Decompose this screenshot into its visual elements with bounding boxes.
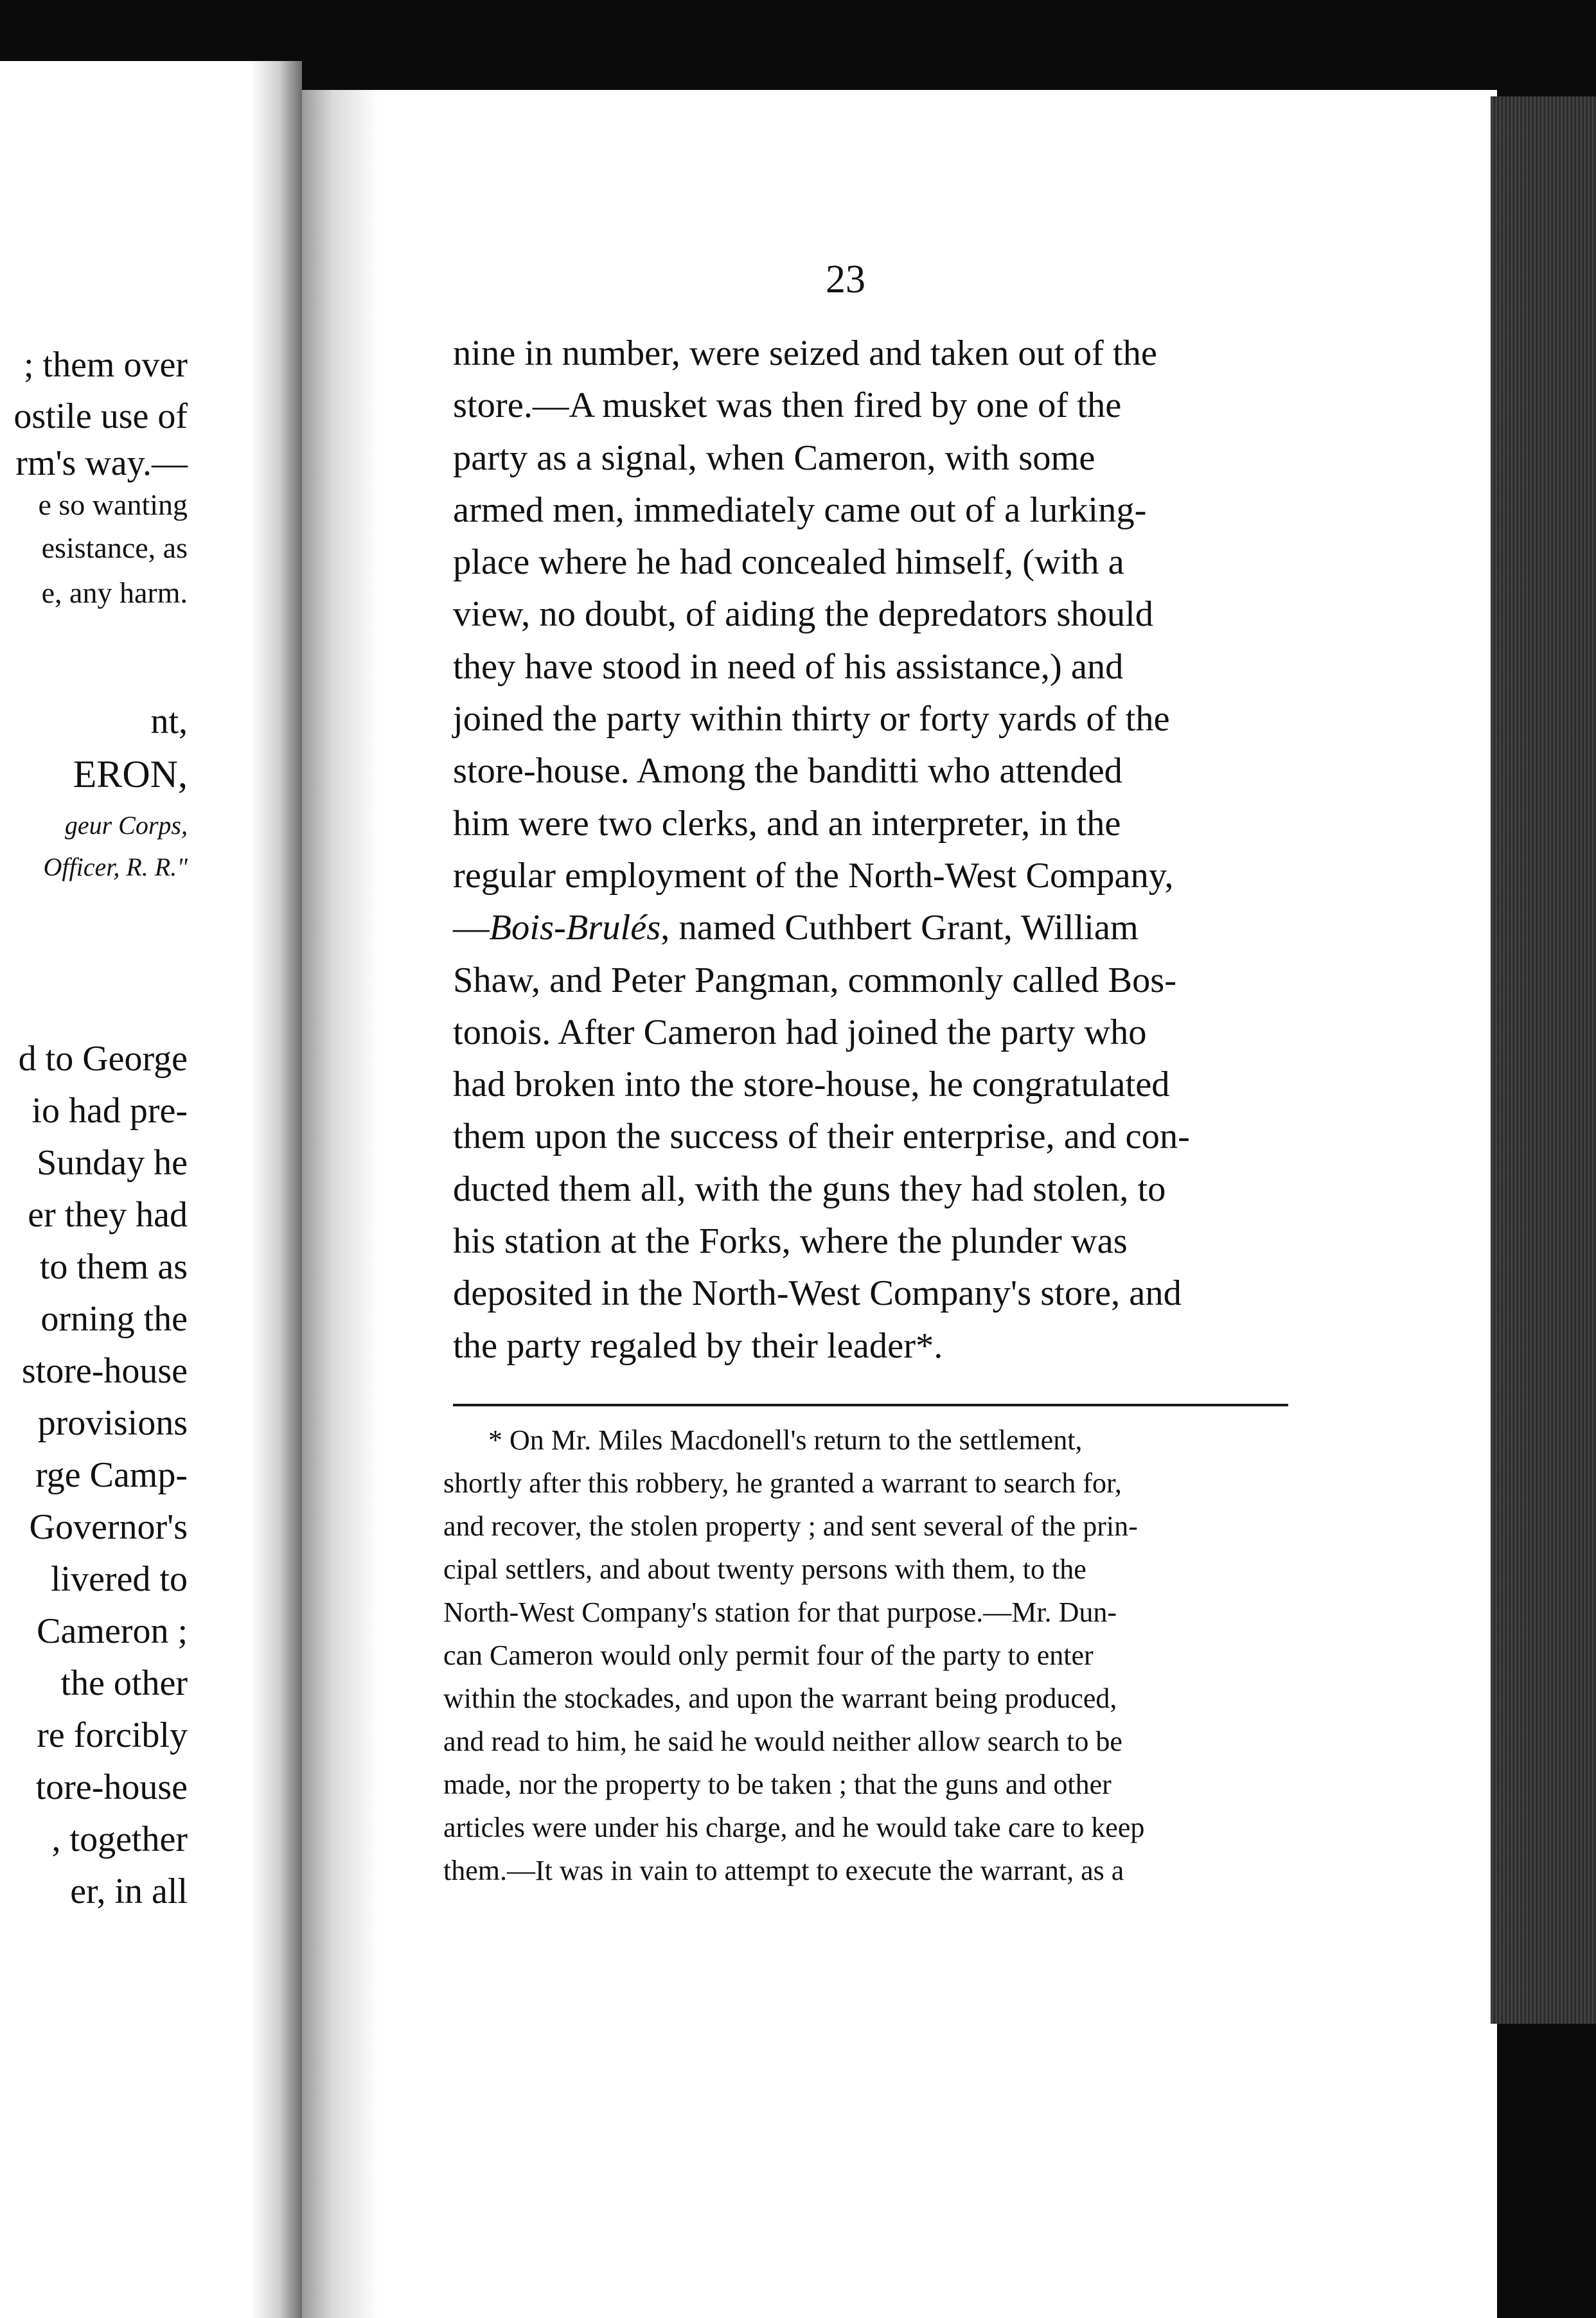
left-line: ; them over (23, 345, 188, 385)
footnote-line: within the stockades, and upon the warrant being produced, (443, 1683, 1117, 1714)
body-line: joined the party within thirty or forty yards of the (453, 699, 1170, 739)
body-line: his station at the Forks, where the plunder was (453, 1221, 1128, 1262)
left-page (0, 61, 302, 2318)
footnote-line: and recover, the stolen property ; and sent several of the prin- (443, 1510, 1138, 1542)
left-line: to them as (39, 1247, 188, 1287)
left-line: rm's way.— (15, 443, 188, 483)
body-line: —Bois-Brulés, named Cuthbert Grant, William (453, 908, 1139, 948)
footnote-line: can Cameron would only permit four of the party to enter (443, 1640, 1094, 1671)
left-line: tore-house (35, 1767, 188, 1807)
body-line: them upon the success of their enterprise, and con- (453, 1117, 1190, 1157)
footnote-rule (453, 1404, 1288, 1406)
body-line: him were two clerks, and an interpreter, in the (453, 803, 1121, 844)
body-line: store-house. Among the banditti who attended (453, 751, 1122, 792)
left-line: , together (51, 1819, 188, 1859)
left-line: er, in all (70, 1871, 188, 1911)
left-line: Sunday he (37, 1143, 188, 1183)
left-line: livered to (50, 1559, 188, 1599)
left-line: store-house (21, 1351, 188, 1391)
left-line: Governor's (29, 1507, 188, 1547)
footnote-line: and read to him, he said he would neither allow search to be (443, 1726, 1122, 1757)
footnote-line: * On Mr. Miles Macdonell's return to the settlement, (488, 1424, 1083, 1456)
body-line: nine in number, were seized and taken out of the (453, 333, 1157, 373)
footnote-line: made, nor the property to be taken ; that the guns and other (443, 1769, 1112, 1800)
left-line: Officer, R. R." (43, 853, 188, 881)
left-line: esistance, as (41, 531, 188, 564)
left-line: e so wanting (38, 488, 188, 521)
body-line: tonois. After Cameron had joined the party who (453, 1012, 1147, 1052)
body-line: regular employment of the North-West Company, (453, 855, 1174, 896)
left-page-gutter-shadow (251, 61, 302, 2318)
right-page-gutter-shadow (302, 90, 379, 2318)
body-line: they have stood in need of his assistance,) and (453, 646, 1124, 687)
left-line: re forcibly (37, 1715, 188, 1755)
body-line: the party regaled by their leader*. (453, 1325, 943, 1366)
left-line: rge Camp- (35, 1455, 188, 1495)
body-line: place where he had concealed himself, (with a (453, 542, 1124, 583)
footnote-line: them.—It was in vain to attempt to execute the warrant, as a (443, 1855, 1124, 1886)
left-line: orning the (40, 1299, 188, 1339)
footnote (443, 1419, 1298, 1892)
body-line: armed men, immediately came out of a lurking- (453, 490, 1147, 530)
left-line: e, any harm. (41, 576, 188, 609)
page-block-edge (1491, 96, 1596, 2024)
body-line: deposited in the North-West Company's store, and (453, 1273, 1182, 1314)
body-line: had broken into the store-house, he congratulated (453, 1065, 1170, 1105)
page-number: 23 (826, 258, 865, 301)
left-line: ostile use of (13, 396, 188, 436)
body-line: store.—A musket was then fired by one of the (453, 385, 1122, 426)
body-line: ducted them all, with the guns they had stolen, to (453, 1169, 1166, 1209)
footnote-line: cipal settlers, and about twenty persons with them, to the (443, 1553, 1086, 1585)
footnote-line: shortly after this robbery, he granted a warrant to search for, (443, 1467, 1122, 1499)
left-line: d to George (18, 1039, 188, 1079)
left-line: provisions (37, 1403, 188, 1443)
body-text (453, 328, 1300, 1372)
left-line: io had pre- (31, 1091, 188, 1131)
left-line: the other (60, 1663, 188, 1703)
footnote-line: North-West Company's station for that purpose.—Mr. Dun- (443, 1597, 1117, 1628)
left-line: nt, (150, 702, 188, 741)
body-line: view, no doubt, of aiding the depredators should (453, 594, 1154, 635)
body-line: Shaw, and Peter Pangman, commonly called Bos- (453, 960, 1177, 1000)
left-line: er they had (28, 1195, 188, 1235)
footnote-line: articles were under his charge, and he would take care to keep (443, 1812, 1145, 1843)
left-line: geur Corps, (64, 811, 188, 840)
left-line: ERON, (73, 753, 188, 795)
body-line: party as a signal, when Cameron, with some (453, 438, 1095, 478)
left-line: Cameron ; (37, 1611, 188, 1651)
